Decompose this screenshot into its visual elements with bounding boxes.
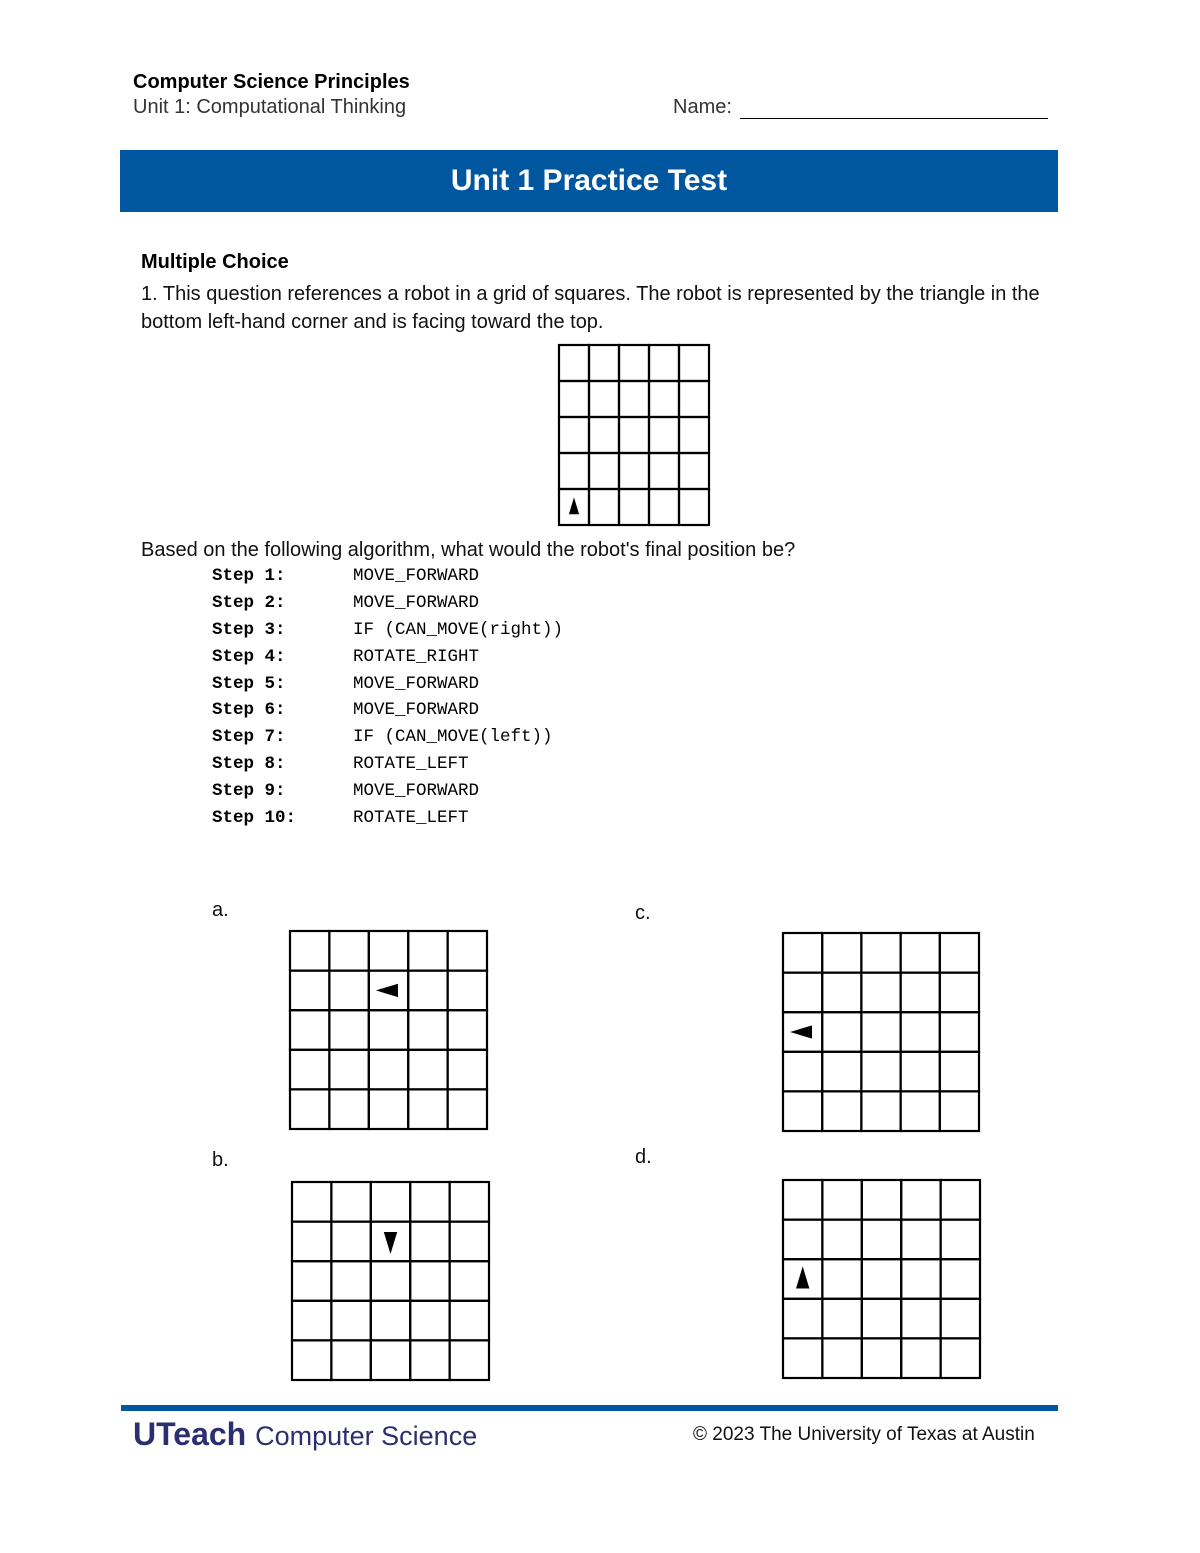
step-row bbox=[212, 620, 563, 647]
grid-cell bbox=[679, 453, 709, 489]
grid-cell bbox=[589, 345, 619, 381]
grid-cell bbox=[450, 1301, 489, 1341]
grid-cell bbox=[450, 1340, 489, 1380]
grid-cell bbox=[371, 1340, 410, 1380]
grid-cell bbox=[679, 345, 709, 381]
footer-rule bbox=[121, 1405, 1058, 1411]
step-code: IF (CAN_MOVE(right)) bbox=[353, 619, 564, 640]
step-label: Step 6: bbox=[212, 700, 286, 721]
step-code: MOVE_FORWARD bbox=[353, 781, 480, 802]
grid-cell bbox=[448, 971, 487, 1011]
grid-cell bbox=[822, 1012, 861, 1052]
grid-cell bbox=[559, 345, 589, 381]
grid-cell bbox=[448, 931, 487, 971]
grid-cell bbox=[329, 971, 368, 1011]
grid-cell bbox=[290, 931, 329, 971]
grid-cell bbox=[589, 489, 619, 525]
grid-cell bbox=[329, 931, 368, 971]
grid-cell bbox=[410, 1182, 449, 1222]
option-c-label: c. bbox=[635, 902, 651, 924]
grid-cell bbox=[559, 381, 589, 417]
grid-cell bbox=[822, 1091, 861, 1131]
grid-cell bbox=[861, 973, 900, 1013]
robot-triangle-icon bbox=[376, 984, 398, 997]
grid-cell bbox=[448, 1010, 487, 1050]
grid-cell bbox=[292, 1340, 331, 1380]
grid-cell bbox=[619, 489, 649, 525]
grid-cell bbox=[941, 1180, 980, 1220]
grid-cell bbox=[369, 1050, 408, 1090]
grid-cell bbox=[862, 1338, 901, 1378]
grid-cell bbox=[649, 489, 679, 525]
grid-cell bbox=[369, 931, 408, 971]
step-label: Step 2: bbox=[212, 592, 286, 613]
grid-cell bbox=[292, 1301, 331, 1341]
grid-cell bbox=[589, 381, 619, 417]
grid-cell bbox=[292, 1182, 331, 1222]
grid-cell bbox=[901, 1052, 940, 1092]
grid-cell bbox=[649, 381, 679, 417]
option-d-label: d. bbox=[635, 1146, 652, 1168]
grid-cell bbox=[450, 1261, 489, 1301]
grid-cell bbox=[940, 933, 979, 973]
option-b-grid bbox=[292, 1182, 489, 1380]
grid-cell bbox=[783, 1091, 822, 1131]
grid-cell bbox=[559, 453, 589, 489]
grid-cell bbox=[559, 417, 589, 453]
grid-cell bbox=[822, 1299, 861, 1339]
grid-cell bbox=[822, 1338, 861, 1378]
grid-cell bbox=[331, 1222, 370, 1262]
logo-bold-text: UTeach bbox=[133, 1416, 247, 1452]
step-label: Step 4: bbox=[212, 646, 286, 667]
robot-triangle-icon bbox=[384, 1232, 397, 1254]
grid-cell bbox=[862, 1220, 901, 1260]
grid-cell bbox=[679, 489, 709, 525]
grid-cell bbox=[290, 1010, 329, 1050]
robot-triangle-icon bbox=[796, 1266, 809, 1288]
question-text: 1. This question references a robot in a grid of squares. The robot is represented by the triangle in the bottom left-hand corner and is facing toward the top. bbox=[141, 283, 1040, 333]
grid-cell bbox=[941, 1259, 980, 1299]
grid-cell bbox=[941, 1338, 980, 1378]
step-label: Step 10: bbox=[212, 808, 297, 829]
grid-cell bbox=[331, 1301, 370, 1341]
grid-cell bbox=[410, 1340, 449, 1380]
grid-cell bbox=[862, 1259, 901, 1299]
step-label: Step 5: bbox=[212, 673, 286, 694]
option-c-grid bbox=[783, 933, 979, 1131]
step-row bbox=[212, 754, 563, 781]
grid-cell bbox=[371, 1301, 410, 1341]
grid-cell bbox=[408, 1089, 447, 1129]
grid-cell bbox=[450, 1222, 489, 1262]
step-row bbox=[212, 781, 563, 808]
algorithm-steps bbox=[212, 566, 563, 835]
grid-cell bbox=[331, 1261, 370, 1301]
grid-cell bbox=[649, 417, 679, 453]
grid-cell bbox=[408, 971, 447, 1011]
grid-cell bbox=[901, 1220, 940, 1260]
grid-cell bbox=[783, 1220, 822, 1260]
grid-cell bbox=[783, 1052, 822, 1092]
step-label: Step 7: bbox=[212, 727, 286, 748]
grid-cell bbox=[329, 1010, 368, 1050]
step-label: Step 9: bbox=[212, 781, 286, 802]
grid-cell bbox=[940, 973, 979, 1013]
grid-cell bbox=[783, 1338, 822, 1378]
grid-cell bbox=[901, 1180, 940, 1220]
grid-cell bbox=[941, 1220, 980, 1260]
option-a-grid bbox=[290, 931, 487, 1129]
grid-cell bbox=[410, 1301, 449, 1341]
grid-cell bbox=[649, 453, 679, 489]
grid-cell bbox=[783, 933, 822, 973]
grid-cell bbox=[619, 417, 649, 453]
step-label: Step 3: bbox=[212, 619, 286, 640]
grid-cell bbox=[410, 1222, 449, 1262]
unit-title: Unit 1: Computational Thinking bbox=[133, 96, 407, 118]
grid-cell bbox=[619, 453, 649, 489]
grid-cell bbox=[901, 1091, 940, 1131]
grid-cell bbox=[371, 1182, 410, 1222]
grid-cell bbox=[589, 453, 619, 489]
grid-cell bbox=[290, 971, 329, 1011]
grid-cell bbox=[619, 345, 649, 381]
grid-cell bbox=[371, 1261, 410, 1301]
algorithm-prompt: Based on the following algorithm, what would the robot's final position be? bbox=[141, 539, 796, 561]
grid-cell bbox=[822, 933, 861, 973]
grid-cell bbox=[649, 345, 679, 381]
grid-cell bbox=[861, 933, 900, 973]
grid-cell bbox=[822, 973, 861, 1013]
grid-cell bbox=[861, 1012, 900, 1052]
page-title: Unit 1 Practice Test bbox=[450, 164, 728, 197]
grid-cell bbox=[861, 1052, 900, 1092]
page-title-banner bbox=[120, 150, 1058, 212]
name-blank-line bbox=[740, 118, 1048, 119]
grid-cell bbox=[292, 1222, 331, 1262]
grid-cell bbox=[679, 417, 709, 453]
grid-cell bbox=[940, 1012, 979, 1052]
step-code: ROTATE_RIGHT bbox=[353, 646, 480, 667]
step-label: Step 8: bbox=[212, 754, 286, 775]
step-row bbox=[212, 647, 563, 674]
grid-cell bbox=[940, 1091, 979, 1131]
grid-cell bbox=[901, 933, 940, 973]
option-a-label: a. bbox=[212, 899, 229, 921]
grid-cell bbox=[408, 1050, 447, 1090]
step-code: MOVE_FORWARD bbox=[353, 700, 480, 721]
grid-cell bbox=[862, 1180, 901, 1220]
step-code: ROTATE_LEFT bbox=[353, 808, 469, 829]
copyright: © 2023 The University of Texas at Austin bbox=[693, 1424, 1035, 1445]
grid-cell bbox=[290, 1050, 329, 1090]
grid-cell bbox=[369, 1089, 408, 1129]
grid-cell bbox=[862, 1299, 901, 1339]
robot-triangle-icon bbox=[790, 1025, 812, 1038]
grid-cell bbox=[783, 1180, 822, 1220]
option-d-grid bbox=[783, 1180, 980, 1378]
main-robot-grid bbox=[559, 345, 709, 525]
grid-cell bbox=[331, 1340, 370, 1380]
grid-cell bbox=[679, 381, 709, 417]
step-code: MOVE_FORWARD bbox=[353, 566, 480, 586]
grid-cell bbox=[450, 1182, 489, 1222]
grid-cell bbox=[901, 973, 940, 1013]
grid-cell bbox=[940, 1052, 979, 1092]
step-row bbox=[212, 593, 563, 620]
grid-cell bbox=[901, 1338, 940, 1378]
grid-cell bbox=[408, 931, 447, 971]
step-code: ROTATE_LEFT bbox=[353, 754, 469, 775]
step-row bbox=[212, 674, 563, 701]
grid-cell bbox=[619, 381, 649, 417]
grid-cell bbox=[822, 1220, 861, 1260]
section-title: Multiple Choice bbox=[141, 251, 289, 273]
logo-light-text: Computer Science bbox=[255, 1421, 478, 1451]
step-code: IF (CAN_MOVE(left)) bbox=[353, 727, 553, 748]
grid-cell bbox=[783, 973, 822, 1013]
grid-cell bbox=[783, 1299, 822, 1339]
uteach-logo bbox=[133, 1416, 477, 1453]
step-label: Step 1: bbox=[212, 566, 286, 586]
name-label: Name: bbox=[673, 96, 732, 118]
grid-cell bbox=[408, 1010, 447, 1050]
grid-cell bbox=[822, 1180, 861, 1220]
grid-cell bbox=[331, 1182, 370, 1222]
step-row bbox=[212, 700, 563, 727]
grid-cell bbox=[901, 1299, 940, 1339]
course-title: Computer Science Principles bbox=[133, 71, 410, 93]
grid-cell bbox=[329, 1050, 368, 1090]
grid-cell bbox=[448, 1050, 487, 1090]
grid-cell bbox=[861, 1091, 900, 1131]
grid-cell bbox=[329, 1089, 368, 1129]
grid-cell bbox=[369, 1010, 408, 1050]
step-row bbox=[212, 727, 563, 754]
step-row bbox=[212, 566, 563, 593]
grid-cell bbox=[410, 1261, 449, 1301]
grid-cell bbox=[901, 1259, 940, 1299]
grid-cell bbox=[901, 1012, 940, 1052]
grid-cell bbox=[822, 1259, 861, 1299]
step-code: MOVE_FORWARD bbox=[353, 673, 480, 694]
grid-cell bbox=[292, 1261, 331, 1301]
option-b-label: b. bbox=[212, 1149, 229, 1171]
grid-cell bbox=[822, 1052, 861, 1092]
grid-cell bbox=[290, 1089, 329, 1129]
robot-triangle-icon bbox=[569, 497, 579, 514]
grid-cell bbox=[448, 1089, 487, 1129]
grid-cell bbox=[941, 1299, 980, 1339]
step-code: MOVE_FORWARD bbox=[353, 592, 480, 613]
step-row bbox=[212, 808, 563, 835]
grid-cell bbox=[589, 417, 619, 453]
